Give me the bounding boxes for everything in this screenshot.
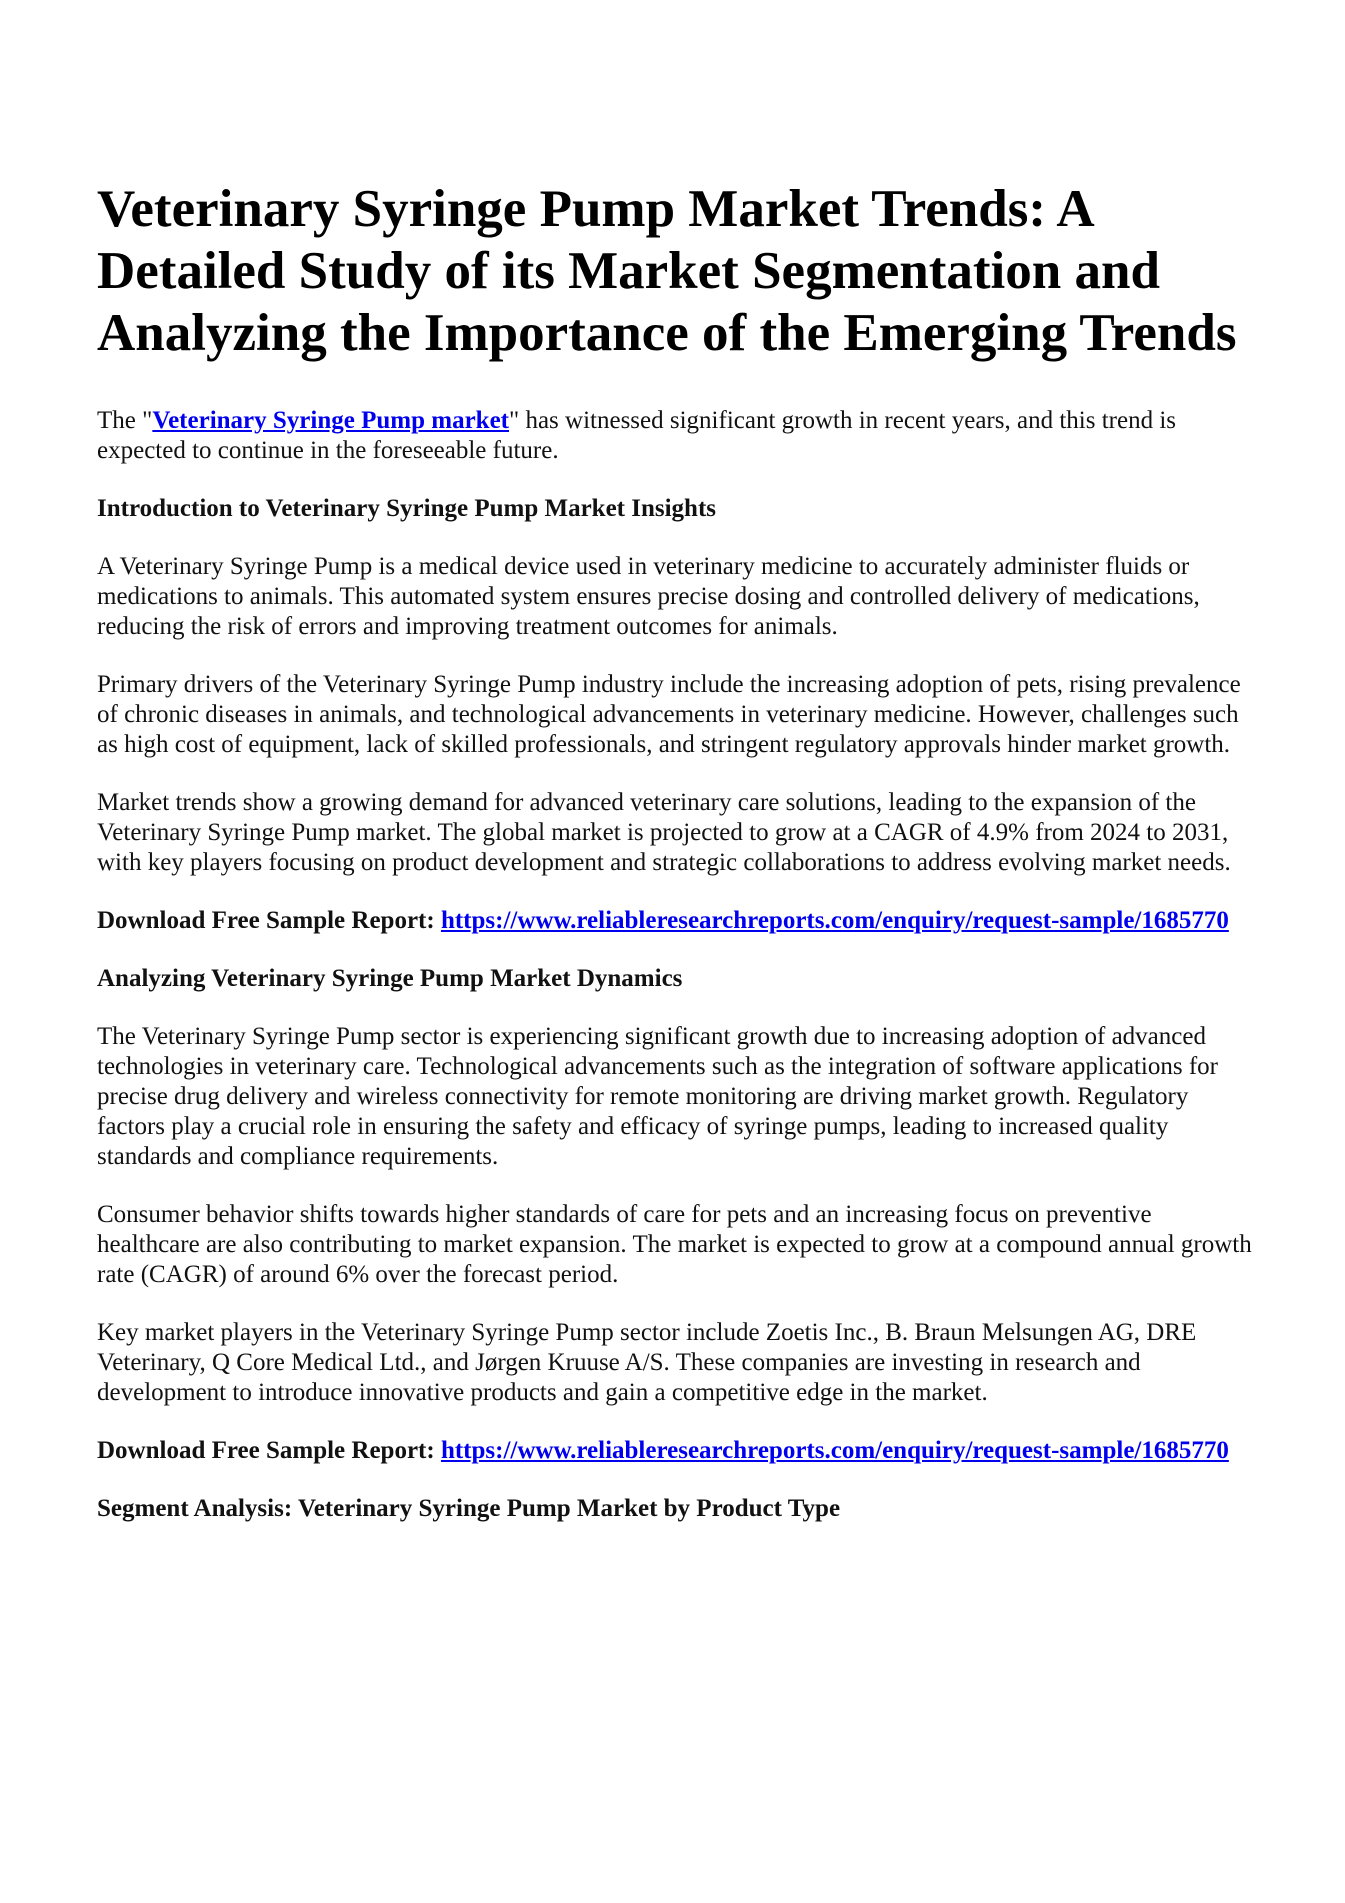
section-heading-dynamics: Analyzing Veterinary Syringe Pump Market Dynamics [97, 965, 683, 992]
download-sample-2 [97, 1436, 1257, 1466]
section-heading-segment: Segment Analysis: Veterinary Syringe Pump Market by Product Type [97, 1495, 841, 1522]
dynamics-paragraph-3: Key market players in the Veterinary Syringe Pump sector include Zoetis Inc., B. Braun Melsungen AG, DRE Veterinary, Q Core Medical Ltd., and Jørgen Kruuse A/S. These companies are investing in research and development to introduce innovative products and gain a competitive edge in the market. [97, 1319, 1197, 1406]
download-sample-link-1[interactable]: https://www.reliableresearchreports.com/enquiry/request-sample/1685770 [440, 907, 1229, 934]
download-sample-link-2[interactable]: https://www.reliableresearchreports.com/enquiry/request-sample/1685770 [440, 1437, 1229, 1464]
insights-paragraph-2: Primary drivers of the Veterinary Syringe Pump industry include the increasing adoption of pets, rising prevalence of chronic diseases in animals, and technological advancements in veterinary medicine. However, challenges such as high cost of equipment, lack of skilled professionals, and stringent regulatory approvals hinder market growth. [97, 671, 1241, 758]
download-label-2: Download Free Sample Report: [97, 1437, 441, 1464]
article [97, 178, 1257, 1552]
dynamics-paragraph-1: The Veterinary Syringe Pump sector is experiencing significant growth due to increasing adoption of advanced technologies in veterinary care. Technological advancements such as the integration of software applications for precise drug delivery and wireless connectivity for remote monitoring are driving market growth. Regulatory factors play a crucial role in ensuring the safety and efficacy of syringe pumps, leading to increased quality standards and compliance requirements. [97, 1023, 1218, 1170]
insights-paragraph-1: A Veterinary Syringe Pump is a medical device used in veterinary medicine to accurately administer fluids or medications to animals. This automated system ensures precise dosing and controlled delivery of medications, reducing the risk of errors and improving treatment outcomes for animals. [97, 553, 1200, 640]
market-link[interactable]: Veterinary Syringe Pump market [152, 407, 509, 434]
intro-suffix: " has witnessed significant growth in recent years, and this trend is expected to continue in the foreseeable future. [97, 407, 1176, 464]
download-sample-1 [97, 906, 1257, 936]
dynamics-paragraph-2: Consumer behavior shifts towards higher standards of care for pets and an increasing focus on preventive healthcare are also contributing to market expansion. The market is expected to grow at a compound annual growth rate (CAGR) of around 6% over the forecast period. [97, 1201, 1252, 1288]
intro-paragraph [97, 406, 1257, 466]
intro-prefix: The " [97, 407, 153, 434]
download-label-1: Download Free Sample Report: [97, 907, 441, 934]
insights-paragraph-3: Market trends show a growing demand for advanced veterinary care solutions, leading to the expansion of the Veterinary Syringe Pump market. The global market is projected to grow at a CAGR of 4.9% from 2024 to 2031, with key players focusing on product development and strategic collaborations to address evolving market needs. [97, 789, 1231, 876]
section-heading-insights: Introduction to Veterinary Syringe Pump Market Insights [97, 495, 717, 522]
page-title: Veterinary Syringe Pump Market Trends: A Detailed Study of its Market Segmentation and Analyzing the Importance of the Emerging Trends [97, 180, 1237, 362]
